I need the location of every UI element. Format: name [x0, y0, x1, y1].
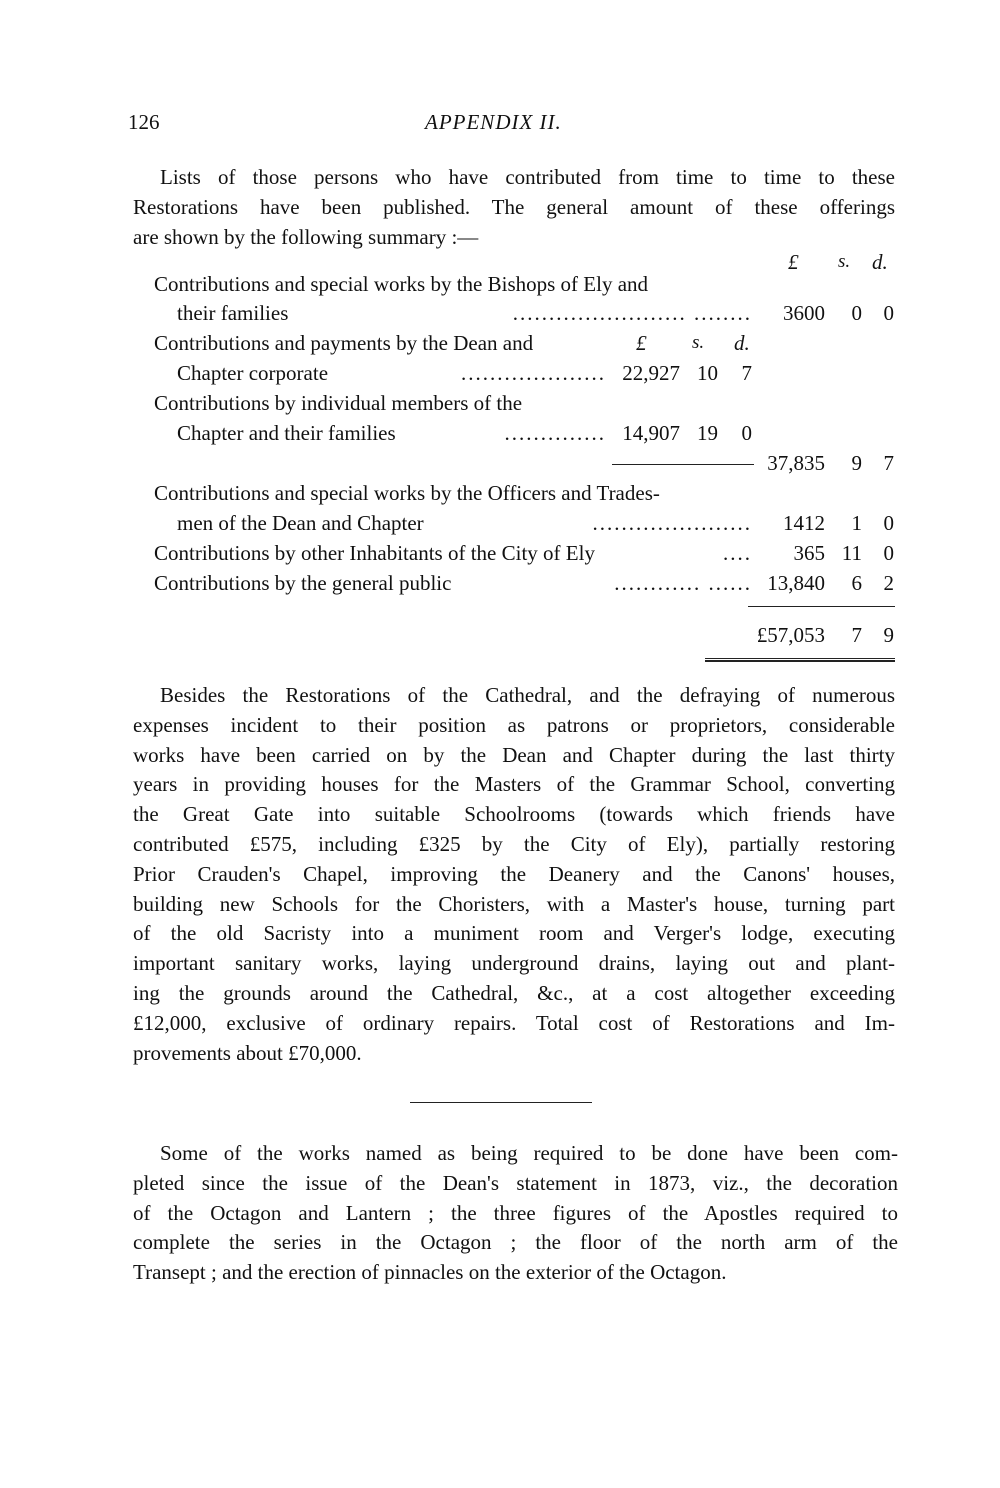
leader-dots: ............ ...... — [614, 571, 752, 595]
paragraph-line: contributed £575, including £325 by the City of Ely), partially restoring — [133, 832, 895, 856]
inner-header-pounds: £ — [636, 331, 647, 355]
outer-pence: 2 — [883, 571, 894, 595]
outer-pence: 7 — [883, 451, 894, 475]
total-shillings: 7 — [851, 623, 862, 647]
outer-shillings: 11 — [841, 541, 862, 565]
paragraph-line: provements about £70,000. — [133, 1040, 362, 1065]
leader-dots: .................... — [461, 361, 606, 385]
outer-shillings: 9 — [851, 451, 862, 475]
table-row-label: Contributions and payments by the Dean and — [154, 331, 534, 355]
col-header-pence: d. — [872, 250, 888, 274]
table-row-label: Contributions and special works by the Bishops of Ely and — [154, 272, 649, 296]
outer-pounds: 13,840 — [767, 571, 825, 595]
inner-pence: 0 — [741, 421, 752, 445]
table-row-label: Contributions by other Inhabitants of the City of Ely — [154, 541, 595, 565]
section-divider — [410, 1102, 592, 1103]
table-row-label: Chapter corporate — [177, 361, 329, 385]
total-rule — [748, 606, 895, 607]
leader-dots: .............. — [504, 421, 606, 445]
inner-header-shillings: s. — [692, 332, 705, 353]
inner-pounds: 22,927 — [622, 361, 680, 385]
table-row-label: their families — [177, 301, 289, 325]
paragraph-line: of the Octagon and Lantern ; the three figures of the Apostles required to — [133, 1200, 898, 1225]
table-row-label: Contributions and special works by the Officers and Trades- — [154, 481, 660, 505]
paragraph-line: pleted since the issue of the Dean's statement in 1873, viz., the decoration — [133, 1170, 898, 1195]
outer-shillings: 0 — [851, 301, 862, 325]
paragraph-line: expenses incident to their position as patrons or proprietors, considerable — [133, 712, 895, 737]
total-pounds: £57,053 — [756, 623, 825, 647]
intro-line: Restorations have been published. The general amount of these offerings — [133, 195, 895, 219]
outer-pounds: 3600 — [783, 301, 825, 325]
total-rule — [705, 660, 895, 662]
leader-dots: ........................ ........ — [512, 301, 752, 325]
outer-shillings: 6 — [851, 571, 862, 595]
running-title: APPENDIX II. — [425, 110, 562, 134]
intro-line: Lists of those persons who have contributed from time to time to these — [160, 165, 895, 189]
paragraph-line: Prior Crauden's Chapel, improving the Deanery and the Canons' houses, — [133, 861, 895, 886]
outer-pence: 0 — [883, 301, 894, 325]
table-row-label: Contributions by the general public — [154, 571, 452, 595]
outer-shillings: 1 — [851, 511, 862, 535]
paragraph-line: complete the series in the Octagon ; the floor of the north arm of the — [133, 1230, 898, 1255]
table-row-label: Contributions by individual members of the — [154, 391, 523, 415]
intro-line: are shown by the following summary :— — [133, 225, 479, 249]
inner-header-pence: d. — [734, 331, 750, 355]
table-row-label: Chapter and their families — [177, 421, 396, 445]
total-pence: 9 — [883, 623, 894, 647]
inner-pence: 7 — [741, 361, 752, 385]
paragraph-line: works have been carried on by the Dean and Chapter during the last thirty — [133, 742, 895, 767]
inner-shillings: 10 — [697, 361, 718, 385]
page-number: 126 — [128, 110, 160, 134]
outer-pounds: 1412 — [783, 511, 825, 535]
leader-dots: ...................... — [592, 511, 752, 535]
col-header-shillings: s. — [838, 251, 851, 272]
total-rule — [705, 658, 895, 659]
paragraph-line: the Great Gate into suitable Schoolrooms (towards which friends have — [133, 802, 895, 827]
outer-pence: 0 — [883, 511, 894, 535]
paragraph-line: Transept ; and the erection of pinnacles on the exterior of the Octagon. — [133, 1260, 727, 1285]
paragraph-line: building new Schools for the Choristers, with a Master's house, turning part — [133, 891, 895, 916]
leader-dots: .... — [723, 541, 752, 565]
outer-pence: 0 — [883, 541, 894, 565]
table-row-label: men of the Dean and Chapter — [177, 511, 424, 535]
inner-pounds: 14,907 — [622, 421, 680, 445]
outer-pounds: 365 — [793, 541, 825, 565]
paragraph-line: years in providing houses for the Masters of the Grammar School, converting — [133, 772, 895, 797]
paragraph-line: Besides the Restorations of the Cathedral, and the defraying of numerous — [160, 683, 895, 707]
paragraph-line: ing the grounds around the Cathedral, &c., at a cost altogether exceeding — [133, 981, 895, 1005]
col-header-pounds: £ — [788, 250, 799, 274]
subtotal-rule — [612, 464, 754, 465]
outer-pounds: 37,835 — [767, 451, 825, 475]
paragraph-line: £12,000, exclusive of ordinary repairs. Total cost of Restorations and Im- — [133, 1010, 895, 1035]
paragraph-line: Some of the works named as being required to be done have been com- — [160, 1141, 898, 1165]
paragraph-line: of the old Sacristy into a muniment room and Verger's lodge, executing — [133, 921, 895, 946]
paragraph-line: important sanitary works, laying underground drains, laying out and plant- — [133, 951, 895, 976]
inner-shillings: 19 — [697, 421, 718, 445]
